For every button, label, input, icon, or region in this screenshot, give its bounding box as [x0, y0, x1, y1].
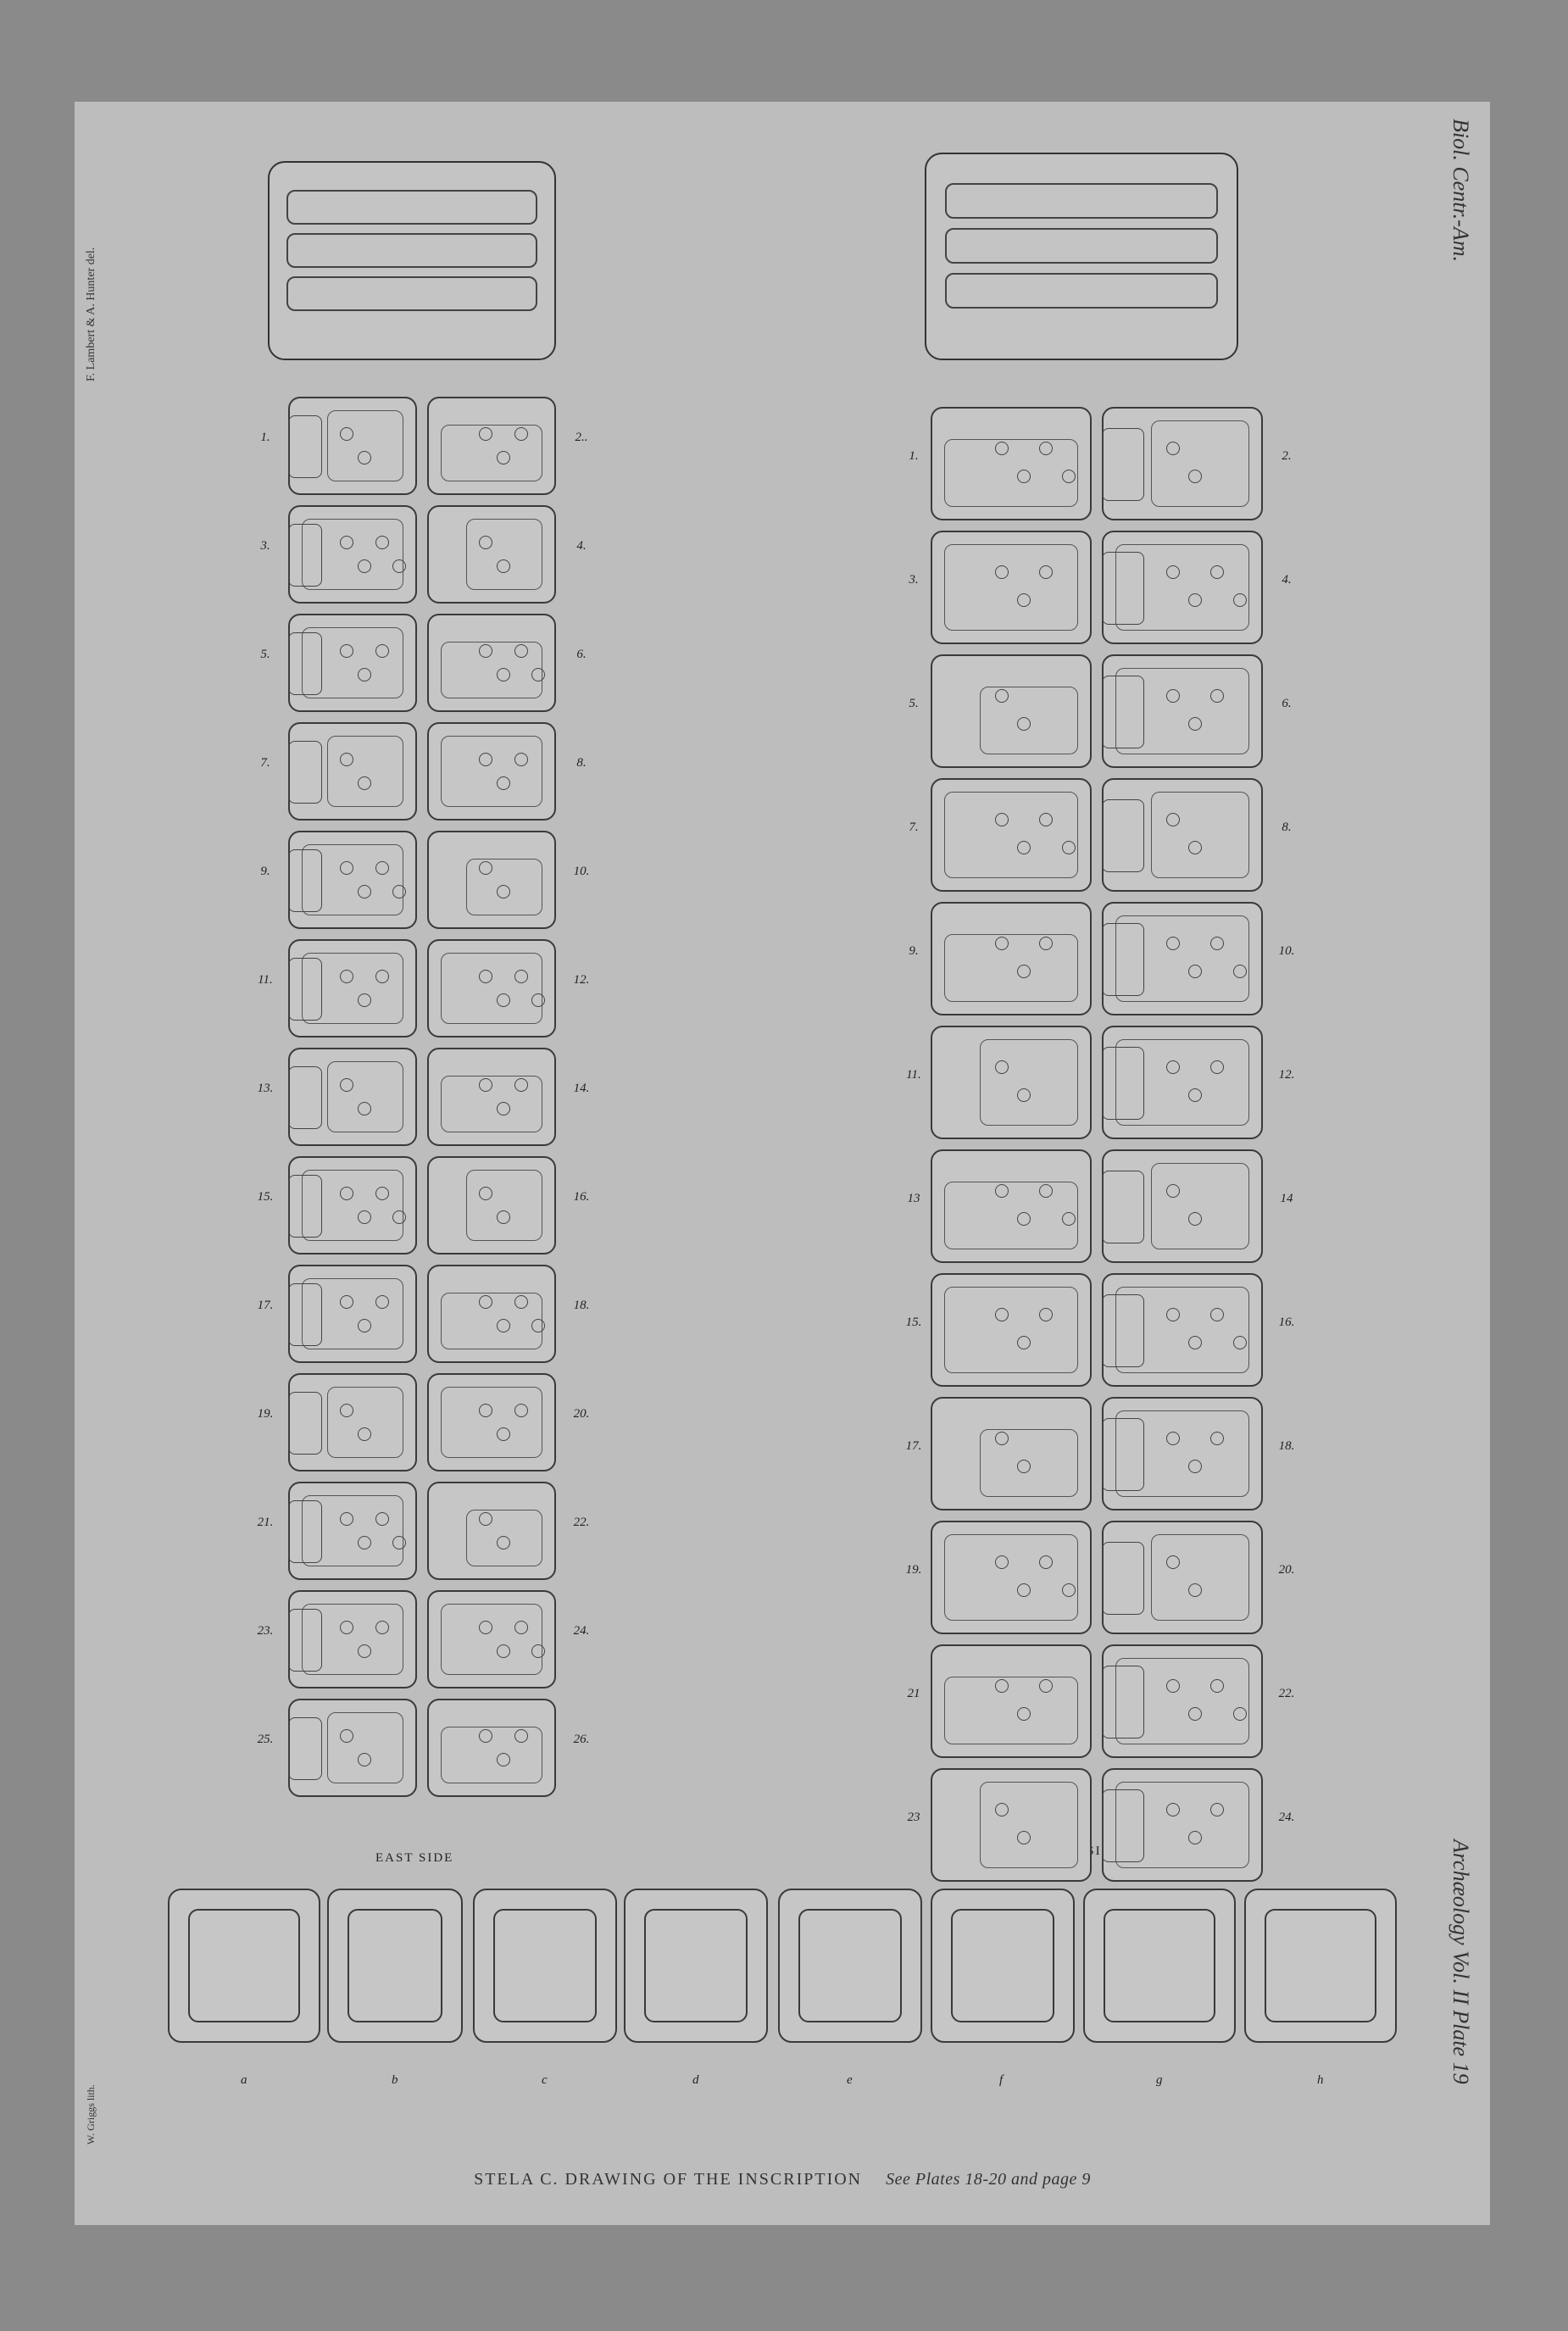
west-glyph-block: [1102, 902, 1263, 1015]
west-glyph-number: 24.: [1278, 1811, 1295, 1824]
east-glyph-number: 1.: [260, 431, 270, 444]
west-glyph-number: 4.: [1282, 573, 1292, 587]
bottom-glyph-letter: f: [999, 2073, 1004, 2087]
bottom-glyph-letter: a: [241, 2073, 247, 2087]
bottom-glyph-e: [778, 1889, 922, 2043]
bottom-glyph-letter: d: [692, 2073, 699, 2087]
east-glyph-block: [427, 1265, 556, 1363]
east-glyph-number: 11.: [258, 973, 273, 987]
west-glyph-number: 13: [907, 1192, 920, 1205]
west-glyph-block: [931, 1026, 1092, 1139]
east-glyph-block: [288, 397, 417, 495]
east-glyph-block: [427, 1482, 556, 1580]
east-glyph-block: [427, 614, 556, 712]
west-glyph-number: 12.: [1278, 1068, 1295, 1082]
west-glyph-block: [1102, 1273, 1263, 1387]
east-side-label: EAST SIDE: [375, 1851, 454, 1865]
west-glyph-block: [1102, 1768, 1263, 1882]
east-glyph-number: 21.: [257, 1516, 274, 1529]
west-glyph-number: 6.: [1282, 697, 1292, 710]
west-glyph-block: [931, 1768, 1092, 1882]
east-glyph-block: [288, 722, 417, 821]
east-initial-series-header: [268, 161, 556, 360]
east-glyph-number: 26.: [573, 1733, 590, 1746]
east-glyph-block: [427, 1373, 556, 1471]
east-glyph-number: 17.: [257, 1299, 274, 1312]
east-glyph-block: [288, 1048, 417, 1146]
artist-credit: F. Lambert & A. Hunter del.: [85, 247, 97, 381]
west-glyph-number: 22.: [1278, 1687, 1295, 1700]
west-glyph-number: 18.: [1278, 1439, 1295, 1453]
east-glyph-block: [288, 1590, 417, 1688]
east-glyph-number: 9.: [260, 865, 270, 878]
west-glyph-block: [931, 778, 1092, 892]
west-glyph-block: [1102, 1026, 1263, 1139]
east-glyph-number: 10.: [573, 865, 590, 878]
west-glyph-number: 10.: [1278, 944, 1295, 958]
bottom-glyph-h: [1244, 1889, 1397, 2043]
bottom-glyph-c: [473, 1889, 617, 2043]
east-glyph-number: 5.: [260, 648, 270, 661]
east-glyph-number: 18.: [573, 1299, 590, 1312]
west-glyph-number: 15.: [905, 1316, 922, 1329]
west-glyph-number: 2.: [1282, 449, 1292, 463]
bottom-glyph-b: [327, 1889, 463, 2043]
west-glyph-number: 19.: [905, 1563, 922, 1577]
bottom-glyph-f: [931, 1889, 1075, 2043]
east-glyph-block: [427, 939, 556, 1038]
east-glyph-number: 3.: [260, 539, 270, 553]
east-glyph-block: [427, 1699, 556, 1797]
west-glyph-number: 23: [907, 1811, 920, 1824]
east-glyph-block: [427, 831, 556, 929]
plate-reference: Archæology Vol. II Plate 19: [1448, 1839, 1473, 2084]
west-glyph-block: [931, 1521, 1092, 1634]
bottom-glyph-letter: e: [847, 2073, 853, 2087]
east-glyph-number: 16.: [573, 1190, 590, 1204]
east-glyph-number: 25.: [257, 1733, 274, 1746]
bottom-glyph-letter: c: [542, 2073, 548, 2087]
west-glyph-block: [1102, 1521, 1263, 1634]
west-glyph-number: 17.: [905, 1439, 922, 1453]
east-glyph-number: 20.: [573, 1407, 590, 1421]
west-glyph-block: [1102, 531, 1263, 644]
east-glyph-number: 2..: [575, 431, 588, 444]
west-glyph-block: [1102, 654, 1263, 768]
bottom-glyph-letter: h: [1317, 2073, 1324, 2087]
west-glyph-number: 20.: [1278, 1563, 1295, 1577]
east-glyph-block: [427, 505, 556, 604]
east-glyph-block: [288, 831, 417, 929]
plate-caption: [75, 2170, 1490, 2189]
west-glyph-number: 14: [1280, 1192, 1293, 1205]
bottom-glyph-d: [624, 1889, 768, 2043]
publication-title: Biol. Centr.-Am.: [1448, 119, 1473, 262]
east-glyph-number: 19.: [257, 1407, 274, 1421]
east-glyph-block: [427, 397, 556, 495]
east-glyph-block: [288, 1265, 417, 1363]
east-glyph-number: 14.: [573, 1082, 590, 1095]
east-glyph-block: [288, 1156, 417, 1255]
west-glyph-block: [931, 654, 1092, 768]
west-glyph-block: [1102, 1149, 1263, 1263]
east-glyph-number: 13.: [257, 1082, 274, 1095]
caption-title: STELA C. DRAWING OF THE INSCRIPTION: [474, 2170, 863, 2189]
west-glyph-number: 3.: [909, 573, 919, 587]
east-glyph-number: 7.: [260, 756, 270, 770]
east-glyph-block: [288, 939, 417, 1038]
west-glyph-block: [931, 1644, 1092, 1758]
west-glyph-number: 8.: [1282, 821, 1292, 834]
west-glyph-number: 9.: [909, 944, 919, 958]
east-glyph-block: [427, 1048, 556, 1146]
east-glyph-number: 22.: [573, 1516, 590, 1529]
west-glyph-block: [1102, 407, 1263, 520]
east-glyph-number: 4.: [576, 539, 587, 553]
west-glyph-block: [1102, 778, 1263, 892]
west-glyph-block: [931, 407, 1092, 520]
east-glyph-block: [288, 614, 417, 712]
west-glyph-number: 1.: [909, 449, 919, 463]
east-glyph-block: [288, 1482, 417, 1580]
bottom-glyph-g: [1083, 1889, 1236, 2043]
east-glyph-block: [427, 722, 556, 821]
west-glyph-block: [1102, 1397, 1263, 1510]
west-glyph-number: 21: [907, 1687, 920, 1700]
bottom-glyph-letter: g: [1156, 2073, 1163, 2087]
east-glyph-number: 15.: [257, 1190, 274, 1204]
east-glyph-block: [288, 1373, 417, 1471]
west-glyph-number: 7.: [909, 821, 919, 834]
west-glyph-block: [931, 902, 1092, 1015]
west-glyph-block: [1102, 1644, 1263, 1758]
bottom-glyph-a: [168, 1889, 320, 2043]
west-glyph-number: 16.: [1278, 1316, 1295, 1329]
east-glyph-number: 8.: [576, 756, 587, 770]
east-glyph-number: 24.: [573, 1624, 590, 1638]
east-glyph-number: 23.: [257, 1624, 274, 1638]
west-glyph-block: [931, 531, 1092, 644]
west-glyph-number: 5.: [909, 697, 919, 710]
plate-sheet: [75, 102, 1490, 2225]
east-glyph-number: 6.: [576, 648, 587, 661]
caption-reference: See Plates 18-20 and page 9: [886, 2170, 1091, 2189]
west-glyph-block: [931, 1149, 1092, 1263]
west-glyph-block: [931, 1397, 1092, 1510]
east-glyph-block: [427, 1590, 556, 1688]
west-glyph-number: 11.: [906, 1068, 921, 1082]
east-glyph-block: [288, 505, 417, 604]
west-initial-series-header: [925, 153, 1238, 360]
east-glyph-block: [288, 1699, 417, 1797]
bottom-glyph-letter: b: [392, 2073, 398, 2087]
east-glyph-number: 12.: [573, 973, 590, 987]
west-glyph-block: [931, 1273, 1092, 1387]
printer-credit: W. Griggs lith.: [85, 2084, 97, 2145]
east-glyph-block: [427, 1156, 556, 1255]
